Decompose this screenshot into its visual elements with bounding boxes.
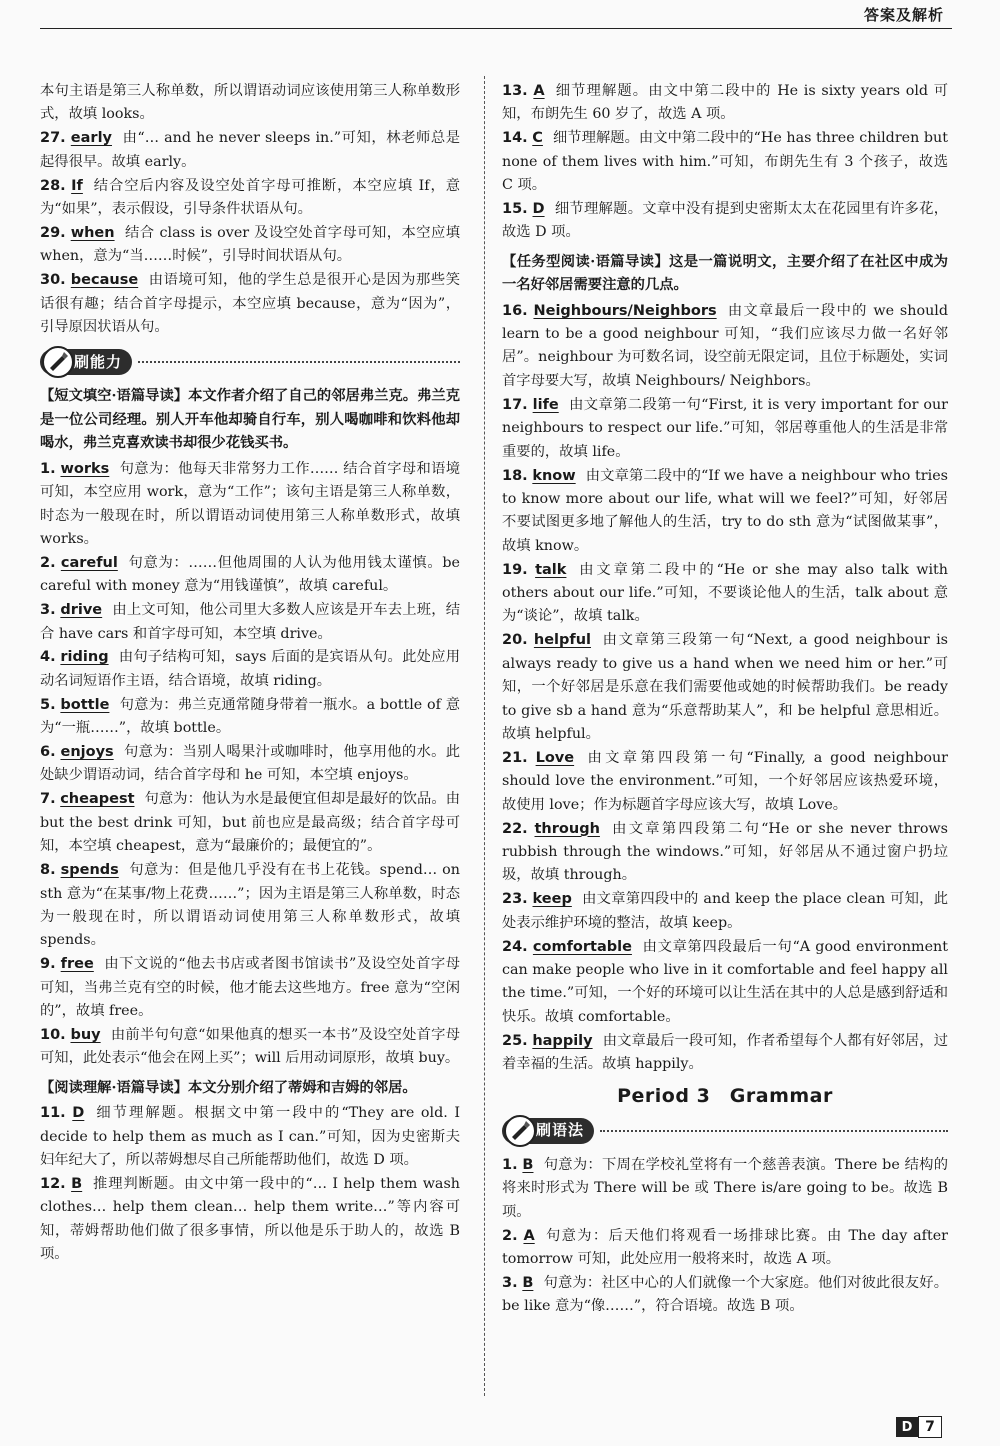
right-column <box>502 80 948 1319</box>
question-number: 20. <box>502 632 528 649</box>
answer-entry <box>40 269 460 339</box>
banner-dotted-line <box>138 361 460 363</box>
answer-word: If <box>71 177 83 194</box>
question-number: 15. <box>502 201 528 218</box>
answer-entry <box>40 646 460 693</box>
answer-word: A <box>523 1227 535 1244</box>
question-number: 3. <box>502 1275 518 1291</box>
answer-word: careful <box>60 554 118 571</box>
answer-entry <box>502 1225 948 1272</box>
answer-word: when <box>70 224 115 241</box>
question-number: 17. <box>502 396 528 413</box>
explanation-text: 由文章第二段中的“He or she may also talk with others about our life.”可知，不要谈论他人的生活，talk about 意为“谈论”，故填 talk。 <box>502 561 949 625</box>
banner-label: 刷语法 <box>536 1121 585 1140</box>
question-number: 23. <box>502 891 528 908</box>
question-number: 12. <box>40 1175 66 1192</box>
explanation-text: 由文章第四段第一句“Finally, a good neighbour should love the environment.”可知，一个好邻居应该热爱环境，故使用 love；作为标题首字母应该大写，故填 Love。 <box>502 749 949 813</box>
answer-entry <box>40 953 460 1023</box>
answer-entry <box>502 1030 948 1077</box>
answer-entry <box>40 127 460 174</box>
answer-word: free <box>60 956 94 973</box>
explanation-text: 由文章最后一段可知，作者希望每个人都有好邻居，过着幸福的生活。故填 happily。 <box>502 1032 948 1073</box>
answer-word: keep <box>532 891 572 908</box>
answer-word: comfortable <box>532 938 632 955</box>
header-rule <box>40 28 952 29</box>
explanation-text: 由句子结构可知，says 后面的是宾语从句。此处应用动名词短语作主语，结合语境，故填 riding。 <box>40 649 460 689</box>
answer-word: cheapest <box>60 791 135 808</box>
explanation-text: 由文章第四段中的 and keep the place clean 可知，此处表示维护环境的整洁，故填 keep。 <box>502 891 949 931</box>
explanation-text: 由前半句句意“如果他真的想买一本书”及设空处首字母可知，此处表示“他会在网上买”；will 后用动词原形，故填 buy。 <box>40 1026 461 1067</box>
answer-word: because <box>70 272 139 289</box>
answer-entry <box>40 859 460 953</box>
question-number: 5. <box>40 696 56 713</box>
explanation-text: 由语境可知，他的学生总是很开心是因为那些笑话很有趣；结合首字母提示，本空应填 because，意为“因为”，引导原因状语从句。 <box>40 272 461 336</box>
answer-entry <box>40 222 460 269</box>
left-answer-group-a <box>40 127 460 339</box>
answer-entry <box>40 694 460 741</box>
answer-word: helpful <box>533 632 591 649</box>
answer-entry <box>40 1173 460 1267</box>
question-number: 25. <box>502 1032 528 1049</box>
answer-word: Love <box>535 749 575 766</box>
explanation-text: 句意为：社区中心的人们就像一个大家庭。他们对彼此很友好。be like 意为“像……”，符合语境。故选 B 项。 <box>502 1275 948 1315</box>
explanation-text: 由上文可知，他公司里大多数人应该是开车去上班，结合 have cars 和首字母可知，本空填 drive。 <box>40 602 461 642</box>
answer-entry <box>502 127 948 197</box>
question-number: 8. <box>40 862 56 879</box>
answer-entry <box>502 936 948 1030</box>
answer-entry <box>502 465 948 559</box>
answer-word: enjoys <box>60 744 114 761</box>
explanation-text: 推理判断题。由文中第一段中的“… I help them wash clothes… help them clean… help them write…”等内容可知，蒂姆帮助他们做了很多事情，所以他是乐于助人的，故选 B 项。 <box>40 1175 460 1263</box>
answer-word: life <box>532 396 559 413</box>
answer-word: talk <box>535 561 567 578</box>
answer-word: know <box>532 467 576 484</box>
page-number <box>896 1416 942 1438</box>
answer-entry <box>502 747 948 817</box>
page-digit: 7 <box>918 1416 942 1438</box>
question-number: 9. <box>40 956 56 973</box>
explanation-text: 由文章第四段最后一句“A good environment can make people who live in it comfortable and feel happy all the time.”可知，一个好的环境可以让生活在其中的人总是感到舒适和快乐。故填 comfortable。 <box>502 938 948 1025</box>
answer-entry <box>40 741 460 788</box>
explanation-text: 细节理解题。由文中第二段中的“He has three children but none of them lives with him.”可知，布朗先生有 3 个孩子，故选 C 项。 <box>502 130 948 194</box>
question-number: 24. <box>502 938 528 955</box>
question-number: 1. <box>502 1156 518 1173</box>
question-number: 27. <box>40 130 66 147</box>
answer-word: happily <box>532 1032 593 1049</box>
explanation-text: 句意为：后天他们将观看一场排球比赛。由 The day after tomorrow 可知，此处应用一般将来时，故选 A 项。 <box>502 1227 948 1268</box>
banner-badge <box>502 1118 594 1144</box>
answer-word: buy <box>70 1026 101 1043</box>
answer-word: through <box>534 820 600 837</box>
question-number: 22. <box>502 820 528 837</box>
answer-entry <box>502 559 948 629</box>
question-number: 2. <box>502 1227 518 1244</box>
header-title: 答案及解析 <box>863 6 944 24</box>
explanation-text: 句意为：但是他几乎没有在书上花钱。spend… on sth 意为“在某事/物上花费……”；因为主语是第三人称单数，时态为一般现在时，所以谓语动词使用第三人称单数形式，故填 spends。 <box>40 862 461 949</box>
left-answer-group-c <box>40 1102 460 1266</box>
explanation-text: 由下文说的“他去书店或者图书馆读书”及设空处首字母可知，当弗兰克有空的时候，他才能去这些地方。free 意为“空闲的”，故填 free。 <box>40 956 460 1020</box>
explanation-text: 由文章第二段第一句“First, it is very important for our neighbours to respect our life.”可知，邻居尊重他人的生活是非常重要的，故填 life。 <box>502 396 948 460</box>
question-number: 30. <box>40 272 66 289</box>
intro-text: 本句主语是第三人称单数，所以谓语动词应该使用第三人称单数形式，故填 looks。 <box>40 83 460 123</box>
question-number: 19. <box>502 561 528 578</box>
explanation-text: 句意为：……但他周围的人认为他用钱太谨慎。be careful with money 意为“用钱谨慎”，故填 careful。 <box>40 554 460 595</box>
question-number: 7. <box>40 791 56 808</box>
answer-word: spends <box>60 862 119 879</box>
answer-entry <box>502 300 948 394</box>
answer-entry <box>502 1154 948 1224</box>
answer-word: B <box>71 1175 83 1192</box>
explanation-text: 句意为：弗兰克通常随身带着一瓶水。a bottle of 意为“一瓶……”，故填 bottle。 <box>40 696 460 737</box>
section-title-cloze: 【短文填空·语篇导读】本文作者介绍了自己的邻居弗兰克。弗兰克是一位公司经理。别人开车他却骑自行车，别人喝咖啡和饮料他却喝水，弗兰克喜欢读书却很少花钱买书。 <box>40 388 460 452</box>
explanation-text: 细节理解题。由文中第二段中的 He is sixty years old 可知，布朗先生 60 岁了，故选 A 项。 <box>502 83 949 123</box>
explanation-text: 结合 class is over 及设空处首字母可知，本空应填 when，意为“当……时候”，引导时间状语从句。 <box>40 224 461 265</box>
left-answer-group-b <box>40 458 460 1071</box>
question-number: 28. <box>40 177 66 194</box>
left-column <box>40 80 460 1267</box>
brush-icon <box>504 1115 536 1147</box>
question-number: 29. <box>40 224 66 241</box>
question-number: 16. <box>502 302 528 319</box>
column-divider <box>484 76 485 1396</box>
question-number: 13. <box>502 83 528 99</box>
explanation-text: 句意为：当别人喝果汁或咖啡时，他享用他的水。此处缺少谓语动词，结合首字母和 he 可知，本空填 enjoys。 <box>40 744 460 784</box>
banner-shua-yufa <box>502 1114 948 1148</box>
answer-word: C <box>532 130 543 147</box>
brush-icon <box>42 346 74 378</box>
explanation-text: 句意为：他认为水是最便宜但却是最好的饮品。由 but the best drink 可知，but 前也应是最高级；结合首字母可知，本空填 cheapest，意为“最廉价的；最便宜的”。 <box>40 791 461 855</box>
explanation-text: 由文章最后一段中的 we should learn to be a good neighbour 可知，“我们应该尽力做一名好邻居”。neighbour 为可数名词，设空前无限定词，且位于标题处，实词首字母要大写，故填 Neighbours/ Neighbors。 <box>502 302 948 389</box>
answer-entry <box>40 175 460 222</box>
answer-entry <box>40 1024 460 1071</box>
question-number: 2. <box>40 554 56 571</box>
explanation-text: 句意为：下周在学校礼堂将有一个慈善表演。There be 结构的将来时形式为 There will be 或 There is/are going to be。故选 B 项。 <box>502 1156 949 1220</box>
question-number: 3. <box>40 602 56 619</box>
answer-word: D <box>532 201 545 218</box>
answer-entry <box>502 629 948 746</box>
explanation-text: 由“… and he never sleeps in.”可知，林老师总是起得很早。故填 early。 <box>40 130 460 170</box>
question-number: 6. <box>40 744 56 761</box>
explanation-text: 由文章第四段第二句“He or she never throws rubbish through the windows.”可知，好邻居从不通过窗户扔垃圾，故填 through。 <box>502 820 949 884</box>
question-number: 4. <box>40 649 56 666</box>
question-number: 11. <box>40 1105 66 1122</box>
answer-word: works <box>60 460 110 477</box>
page-letter: D <box>896 1417 918 1437</box>
answer-word: B <box>522 1156 534 1173</box>
answer-word: riding <box>60 649 109 666</box>
answer-word: A <box>533 83 545 99</box>
answer-entry <box>502 394 948 464</box>
explanation-text: 由文章第三段第一句“Next, a good neighbour is always ready to give us a hand when we need him or her.”可知，一个好邻居是乐意在我们需要他或她的时候帮助我们。be ready to give sb a hand 意为“乐意帮助某人”，和 be helpful 意思相近。故填 helpful。 <box>502 632 948 742</box>
answer-entry <box>502 80 948 127</box>
right-answer-group-a <box>502 80 948 245</box>
question-number: 21. <box>502 749 528 766</box>
explanation-text: 细节理解题。文章中没有提到史密斯太太在花园里有许多花，故选 D 项。 <box>502 201 949 241</box>
explanation-text: 句意为：他每天非常努力工作…… 结合首字母和语境可知，本空应用 work，意为“工作”；该句主语是第三人称单数，时态为一般现在时，所以谓语动词使用第三人称单数形式，故填 works。 <box>40 460 461 547</box>
question-number: 1. <box>40 460 56 477</box>
section-title-reading: 【阅读理解·语篇导读】本文分别介绍了蒂姆和吉姆的邻居。 <box>40 1079 417 1096</box>
answer-entry <box>40 599 460 646</box>
explanation-text: 细节理解题。根据文中第一段中的“They are old. I decide to help them as much as I can.”可知，因为史密斯夫妇年纪大了，所以蒂姆想尽自己所能帮助他们，故选 D 项。 <box>40 1105 460 1168</box>
banner-badge <box>40 349 132 375</box>
answer-entry <box>40 458 460 552</box>
banner-label: 刷能力 <box>74 352 123 371</box>
question-number: 14. <box>502 130 528 147</box>
right-answer-group-c <box>502 1154 948 1319</box>
answer-entry <box>502 198 948 245</box>
banner-shua-nengli <box>40 345 460 379</box>
answer-entry <box>40 1102 460 1172</box>
answer-word: D <box>72 1105 85 1122</box>
period-title: Period 3 Grammar <box>617 1084 833 1107</box>
answer-word: B <box>522 1275 534 1291</box>
explanation-text: 结合空后内容及设空处首字母可推断，本空应填 If，意为“如果”，表示假设，引导条件状语从句。 <box>40 177 461 218</box>
answer-word: drive <box>60 602 103 619</box>
question-number: 18. <box>502 467 528 484</box>
answer-entry <box>502 1272 948 1319</box>
answer-word: early <box>70 130 112 147</box>
answer-entry <box>502 888 948 935</box>
answer-entry <box>40 788 460 858</box>
section-title-task-reading: 【任务型阅读·语篇导读】这是一篇说明文，主要介绍了在社区中成为一名好邻居需要注意的几点。 <box>502 253 948 294</box>
right-answer-group-b <box>502 300 948 1077</box>
banner-dotted-line <box>600 1130 948 1132</box>
answer-entry <box>502 818 948 888</box>
answer-word: Neighbours/Neighbors <box>533 302 717 319</box>
explanation-text: 由文章第二段中的“If we have a neighbour who tries to know more about our life, what will we feel?”可知，好邻居不要试图更多地了解他人的生活，try to do sth 意为“试图做某事”，故填 know。 <box>502 467 948 554</box>
answer-entry <box>40 552 460 599</box>
question-number: 10. <box>40 1026 66 1043</box>
answer-word: bottle <box>60 696 110 713</box>
